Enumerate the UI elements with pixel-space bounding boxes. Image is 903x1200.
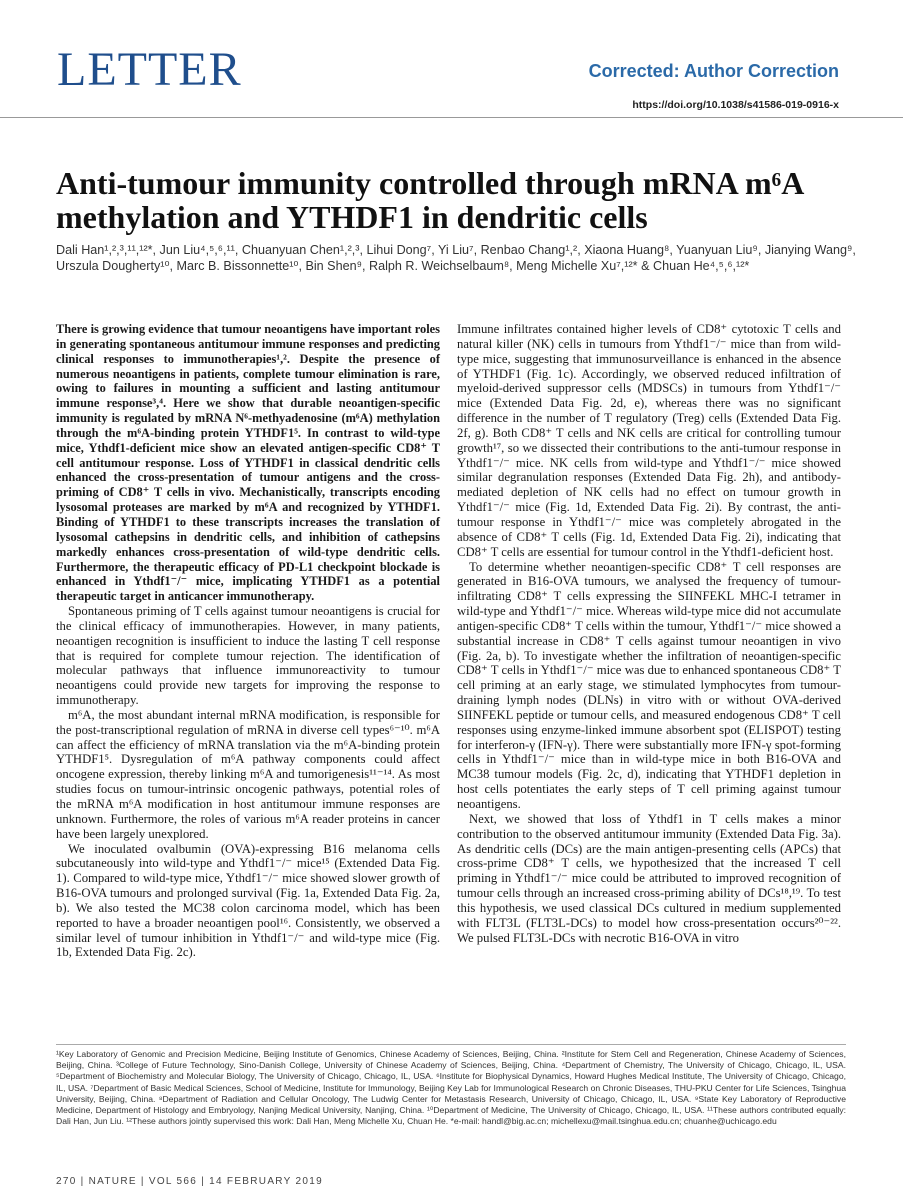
body-paragraph: Spontaneous priming of T cells against tumour neoantigens is crucial for the clinical efficacy of immunotherapies. However, in many patients, neoantigen recognition is insufficient to induce the lasting T cell response that is required for complete tumour rejection. The identification of molecular pathways that influence immunoreactivity to tumour neoantigens could provide new targets for improving the response to immunotherapy. xyxy=(56,604,440,708)
header-divider xyxy=(0,117,903,118)
body-paragraph: Immune infiltrates contained higher levels of CD8⁺ cytotoxic T cells and natural killer (NK) cells in tumours from Ythdf1⁻/⁻ mice than from wild-type mice, suggesting that immunosurveillance is enhanced in the absence of YTHDF1 (Fig. 1c). Accordingly, we observed reduced infiltration of myeloid-derived suppressor cells (MDSCs) in tumours from Ythdf1⁻/⁻ mice (Extended Data Fig. 2d, e), whereas there was no significant difference in the number of T regulatory (Treg) cells (Extended Data Fig. 2f, g). Both CD8⁺ T cells and NK cells are critical for controlling tumour growth¹⁷, so we dissected their contributions to the anti-tumour response in Ythdf1⁻/⁻ mice. NK cells from wild-type and Ythdf1⁻/⁻ mice showed similar degranulation responses (Extended Data Fig. 2h), and antibody-mediated depletion of NK cells had no effect on tumour growth in Ythdf1⁻/⁻ mice (Fig. 1d, Extended Data Fig. 2i). By contrast, the anti-tumour response in Ythdf1⁻/⁻ mice was completely abrogated in the absence of CD8⁺ T cells (Fig. 1d, Extended Data Fig. 2i), indicating that CD8⁺ T cells are essential for tumour control in the Ythdf1-deficient host. xyxy=(457,322,841,559)
section-label: LETTER xyxy=(57,43,242,96)
affiliations-footnote: ¹Key Laboratory of Genomic and Precision Medicine, Beijing Institute of Genomics, Chinese Academy of Sciences, Beijing, China. ²Institute for Stem Cell and Regeneration, Chinese Academy of Sciences, Beijing, China. ³College of Future Technology, Sino-Danish College, University of Chinese Academy of Sciences, Beijing, China. ⁴Department of Chemistry, The University of Chicago, Chicago, IL, USA. ⁵Department of Biochemistry and Molecular Biology, The University of Chicago, Chicago, IL, USA. ⁶Institute for Biophysical Dynamics, Howard Hughes Medical Institute, The University of Chicago, Chicago, IL, USA. ⁷Department of Basic Medical Sciences, School of Medicine, Institute for Immunology, Beijing Key Lab for Immunological Research on Chronic Diseases, THU-PKU Center for Life Sciences, Tsinghua University, Beijing, China. ⁸Department of Radiation and Cellular Oncology, The Ludwig Center for Metastasis Research, University of Chicago, Chicago, IL, USA. ⁹State Key Laboratory of Reproductive Medicine, Department of Histology and Embryology, Nanjing Medical University, Nanjing, China. ¹⁰Department of Medicine, The University of Chicago, Chicago, IL, USA. ¹¹These authors contributed equally: Dali Han, Jun Liu. ¹²These authors jointly supervised this work: Dali Han, Meng Michelle Xu, Chuan He. *e-mail: handl@big.ac.cn; michellexu@mail.tsinghua.edu.cn; chuanhe@uchicago.edu xyxy=(56,1049,846,1127)
page-footer: 270 | NATURE | VOL 566 | 14 FEBRUARY 2019 xyxy=(56,1176,323,1187)
footnote-divider xyxy=(56,1044,846,1045)
left-column xyxy=(56,322,440,960)
body-paragraph: To determine whether neoantigen-specific CD8⁺ T cell responses are generated in B16-OVA tumours, we analysed the frequency of tumour-infiltrating CD8⁺ T cells expressing the SIINFEKL MHC-I tetramer in wild-type and Ythdf1⁻/⁻ mice. Whereas wild-type mice did not accumulate antigen-specific CD8⁺ T cells within the tumour, Ythdf1⁻/⁻ mice showed a substantial increase in CD8⁺ T cells against tumour neoantigen in vivo (Fig. 2a, b). To investigate whether the infiltration of neoantigen-specific CD8⁺ T cells in Ythdf1⁻/⁻ mice was due to enhanced spontaneous CD8⁺ T cell priming at an early stage, we stimulated lymphocytes from tumour-draining lymph nodes (DLNs) in vitro with or without OVA-derived SIINFEKL peptide or tumour cells, and measured endogenous CD8⁺ T cell responses using enzyme-linked immune absorbent spot (ELISPOT) testing for interferon-γ (IFN-γ). There were substantially more IFN-γ spot-forming cells in Ythdf1⁻/⁻ mice than in wild-type mice in both B16-OVA and MC38 tumour models (Fig. 2c, d), indicating that YTHDF1 depletion in host cells potentiates the early steps of T cell priming against tumour neoantigens. xyxy=(457,559,841,811)
article-title: Anti-tumour immunity controlled through mRNA m⁶A methylation and YTHDF1 in dendritic cells xyxy=(56,165,803,235)
right-column xyxy=(457,322,841,945)
body-paragraph: Next, we showed that loss of Ythdf1 in T cells makes a minor contribution to the observed antitumour immunity (Extended Data Fig. 3a). As dendritic cells (DCs) are the main antigen-presenting cells (APCs) that cross-prime CD8⁺ T cells, we hypothesized that the increased T cell priming in Ythdf1⁻/⁻ mice could be attributed to improved recognition of tumour cells through an increased cross-priming ability of DCs¹⁸,¹⁹. To test this hypothesis, we used classical DCs cultured in medium supplemented with FLT3L (FLT3L-DCs) to model how cross-presentation occurs²⁰⁻²². We pulsed FLT3L-DCs with necrotic B16-OVA in vitro xyxy=(457,811,841,945)
abstract: There is growing evidence that tumour neoantigens have important roles in generating spontaneous antitumour immune responses and predicting clinical responses to immunotherapies¹,². Despite the presence of numerous neoantigens in patients, complete tumour elimination is rare, owing to failures in mounting a sufficient and lasting antitumour immune response³,⁴. Here we show that durable neoantigen-specific immunity is regulated by mRNA N⁶-methyadenosine (m⁶A) methylation through the m⁶A-binding protein YTHDF1⁵. In contrast to wild-type mice, Ythdf1-deficient mice show an elevated antigen-specific CD8⁺ T cell antitumour response. Loss of YTHDF1 in classical dendritic cells enhanced the cross-presentation of tumour antigens and the cross-priming of CD8⁺ T cells in vivo. Mechanistically, transcripts encoding lysosomal proteases are marked by m⁶A and recognized by YTHDF1. Binding of YTHDF1 to these transcripts increases the translation of lysosomal cathepsins in dendritic cells, and inhibition of cathepsins markedly enhances cross-presentation of wild-type dendritic cells. Furthermore, the therapeutic efficacy of PD-L1 checkpoint blockade is enhanced in Ythdf1⁻/⁻ mice, implicating YTHDF1 as a potential therapeutic target in anticancer immunotherapy. xyxy=(56,322,440,604)
body-paragraph: We inoculated ovalbumin (OVA)-expressing B16 melanoma cells subcutaneously into wild-type and Ythdf1⁻/⁻ mice¹⁵ (Extended Data Fig. 1). Compared to wild-type mice, Ythdf1⁻/⁻ mice showed slower growth of B16-OVA tumours and prolonged survival (Fig. 1a, Extended Data Fig. 2a, b). We also tested the MC38 colon carcinoma model, which has been reported to have a broader neoantigen pool¹⁶. Consistently, we observed a similar level of tumour inhibition in Ythdf1⁻/⁻ and wild-type mice (Fig. 1b, Extended Data Fig. 2c). xyxy=(56,841,440,960)
doi-link[interactable]: https://doi.org/10.1038/s41586-019-0916-x xyxy=(632,99,839,111)
body-paragraph: m⁶A, the most abundant internal mRNA modification, is responsible for the post-transcriptional regulation of mRNA in diverse cell types⁶⁻¹⁰. m⁶A can affect the efficiency of mRNA translation via the m⁶A-binding protein YTHDF1⁵. Dysregulation of m⁶A pathway components could affect oncogene expression, thereby linking m⁶A and tumorigenesis¹¹⁻¹⁴. As most studies focus on tumour-intrinsic oncogenic pathways, potential roles of the mRNA m⁶A modification in host antitumour immune responses are unknown. Furthermore, the roles of various m⁶A reader proteins in cancer have been largely unexplored. xyxy=(56,707,440,841)
author-list: Dali Han¹,²,³,¹¹,¹²*, Jun Liu⁴,⁵,⁶,¹¹, Chuanyuan Chen¹,²,³, Lihui Dong⁷, Yi Liu⁷, Renbao Chang¹,², Xiaona Huang⁸, Yuanyuan Liu⁹, Jianying Wang⁹, Urszula Dougherty¹⁰, Marc B. Bissonnette¹⁰, Bin Shen⁹, Ralph R. Weichselbaum⁸, Meng Michelle Xu⁷,¹²* & Chuan He⁴,⁵,⁶,¹²* xyxy=(56,243,856,273)
correction-link[interactable]: Corrected: Author Correction xyxy=(588,61,839,81)
